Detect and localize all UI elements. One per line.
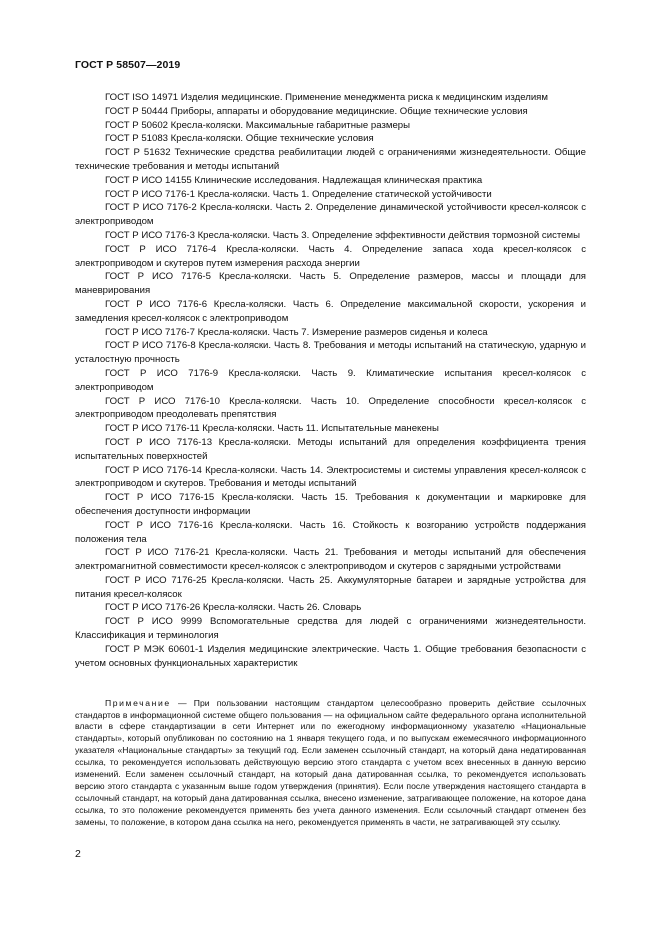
reference-item: ГОСТ Р 51632 Технические средства реабилитации людей с ограничениями жизнедеятельности. Общие технические требования и методы испытаний bbox=[75, 147, 586, 172]
reference-item: ГОСТ Р ИСО 7176-5 Кресла-коляски. Часть 5. Определение размеров, массы и площади для маневрирования bbox=[75, 271, 586, 297]
reference-item: ГОСТ Р ИСО 7176-16 Кресла-коляски. Часть 16. Стойкость к возгоранию устройств поддержания положения тела bbox=[75, 519, 586, 545]
reference-item: ГОСТ Р ИСО 7176-21 Кресла-коляски. Часть 21. Требования и методы испытаний для обеспечения электромагнитной совместимости кресел-колясок с электроприводом и скутеров с зарядными устройствами bbox=[75, 547, 586, 573]
note-paragraph bbox=[75, 698, 586, 829]
reference-item: ГОСТ Р ИСО 7176-2 Кресла-коляски. Часть 2. Определение динамической устойчивости кресел-колясок с электроприводом bbox=[75, 202, 586, 228]
reference-item: ГОСТ Р ИСО 7176-25 Кресла-коляски. Часть 25. Аккумуляторные батареи и зарядные устройства для питания кресел-колясок bbox=[75, 574, 586, 600]
note-label: Примечание bbox=[105, 697, 171, 708]
reference-item: ГОСТ Р 50444 Приборы, аппараты и оборудование медицинские. Общие технические условия bbox=[105, 105, 528, 117]
reference-item: ГОСТ Р ИСО 7176-11 Кресла-коляски. Часть 11. Испытательные манекены bbox=[105, 423, 439, 435]
reference-item: ГОСТ Р ИСО 7176-9 Кресла-коляски. Часть 9. Климатические испытания кресел-колясок с электроприводом bbox=[75, 367, 586, 393]
reference-item: ГОСТ Р ИСО 7176-10 Кресла-коляски. Часть 10. Определение способности кресел-колясок с электроприводом преодолевать препятствия bbox=[75, 395, 586, 421]
reference-item: ГОСТ Р ИСО 14155 Клинические исследования. Надлежащая клиническая практика bbox=[105, 174, 483, 186]
normative-references-list bbox=[75, 91, 586, 670]
reference-item: ГОСТ Р ИСО 7176-1 Кресла-коляски. Часть 1. Определение статической устойчивости bbox=[105, 188, 492, 200]
reference-item: ГОСТ ISO 14971 Изделия медицинские. Применение менеджмента риска к медицинским изделиям bbox=[105, 92, 548, 103]
reference-item: ГОСТ Р ИСО 7176-26 Кресла-коляски. Часть 26. Словарь bbox=[105, 602, 362, 614]
reference-item: ГОСТ Р ИСО 7176-4 Кресла-коляски. Часть 4. Определение запаса хода кресел-колясок с электроприводом и скутеров путем измерения расхода энергии bbox=[75, 243, 586, 269]
reference-item: ГОСТ Р ИСО 7176-13 Кресла-коляски. Методы испытаний для определения коэффициента трения испытательных поверхностей bbox=[75, 436, 586, 462]
reference-item: ГОСТ Р 50602 Кресла-коляски. Максимальные габаритные размеры bbox=[105, 119, 411, 131]
reference-item: ГОСТ Р ИСО 7176-3 Кресла-коляски. Часть 3. Определение эффективности действия тормозной системы bbox=[105, 229, 580, 241]
note-text: — При пользовании настоящим стандартом целесообразно проверить действие ссылочных стандартов в информационной системе общего пользования — на официальном сайте федерального органа исполнительной власти в сфере стандартизации в сети Интернет или по ежегодному информационному указателю «Национальные стандарты», который опубликован по состоянию на 1 января текущего года, и по выпускам ежемесячного информационного указателя «Национальные стандарты» за текущий год. Если заменен ссылочный стандарт, на который дана недатированная ссылка, то рекомендуется использовать действующую версию этого стандарта с учетом всех внесенных в данную версию изменений. Если заменен ссылочный стандарт, на который дана датированная ссылка, то рекомендуется использовать версию этого стандарта с указанным выше годом утверждения (принятия). Если после утверждения настоящего стандарта в ссылочный стандарт, на который дана датированная ссылка, внесено изменение, затрагивающее положение, на которое дана ссылка, то это положение рекомендуется применять без учета данного изменения. Если ссылочный стандарт отменен без замены, то положение, в котором дана ссылка на него, рекомендуется применять в части, не затрагивающей эту ссылку. bbox=[75, 697, 586, 827]
reference-item: ГОСТ Р МЭК 60601-1 Изделия медицинские электрические. Часть 1. Общие требования безопасности с учетом основных функциональных характеристик bbox=[75, 643, 586, 669]
page-header-title: ГОСТ Р 58507—2019 bbox=[75, 59, 181, 71]
reference-item: ГОСТ Р ИСО 7176-14 Кресла-коляски. Часть 14. Электросистемы и системы управления кресел-колясок с электроприводом и скутеров. Требования и методы испытаний bbox=[75, 464, 586, 490]
page-number: 2 bbox=[75, 848, 81, 860]
reference-item: ГОСТ Р ИСО 7176-15 Кресла-коляски. Часть 15. Требования к документации и маркировке для обеспечения доступности информации bbox=[75, 492, 586, 517]
reference-item: ГОСТ Р 51083 Кресла-коляски. Общие технические условия bbox=[105, 133, 374, 145]
reference-item: ГОСТ Р ИСО 9999 Вспомогательные средства для людей с ограничениями жизнедеятельности. Классификация и терминология bbox=[75, 616, 586, 642]
reference-item: ГОСТ Р ИСО 7176-6 Кресла-коляски. Часть 6. Определение максимальной скорости, ускорения и замедления кресел-колясок с электроприводом bbox=[75, 298, 586, 324]
reference-item: ГОСТ Р ИСО 7176-8 Кресла-коляски. Часть 8. Требования и методы испытаний на статическую, ударную и усталостную прочность bbox=[75, 340, 586, 366]
reference-item: ГОСТ Р ИСО 7176-7 Кресла-коляски. Часть 7. Измерение размеров сиденья и колеса bbox=[105, 326, 488, 338]
